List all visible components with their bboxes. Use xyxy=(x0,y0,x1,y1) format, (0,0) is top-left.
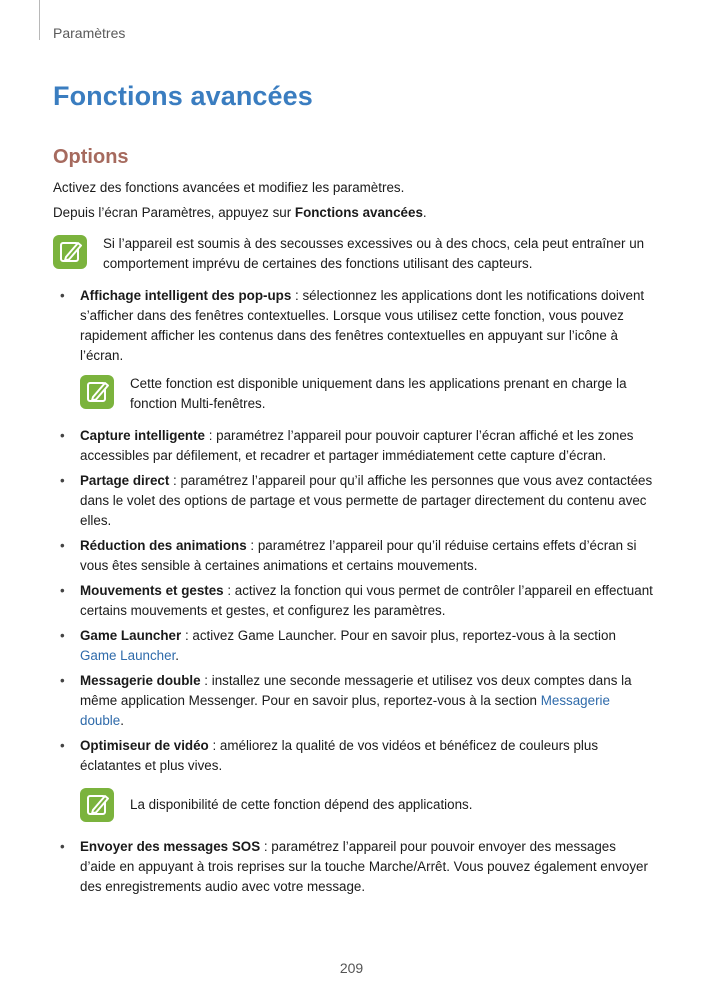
list-item-video-enhancer xyxy=(53,736,653,822)
page-title: Fonctions avancées xyxy=(53,81,313,111)
list-item-sos xyxy=(53,837,653,897)
list-item-capture xyxy=(53,426,653,466)
list-item-popups xyxy=(53,286,653,414)
note-text: La disponibilité de cette fonction dépend des applications. xyxy=(130,796,473,812)
list-item-dual-messenger xyxy=(53,671,653,731)
note-popup xyxy=(80,374,653,414)
item-term: Messagerie double xyxy=(80,673,201,688)
content-body xyxy=(53,178,653,902)
list-item-animations xyxy=(53,536,653,576)
note-shock-warning xyxy=(53,234,653,274)
item-term: Game Launcher xyxy=(80,628,182,643)
item-end: . xyxy=(175,648,180,663)
item-term: Optimiseur de vidéo xyxy=(80,738,209,753)
item-desc: : paramétrez l’appareil pour qu’il réduise certains effets d’écran si vous êtes sensible à certaines animations et certains mouvements. xyxy=(80,538,637,573)
item-desc: : paramétrez l’appareil pour qu’il affiche les personnes que vous avez contactées dans le volet des options de partage et vous permette de partager directement du contenu avec elles. xyxy=(80,473,653,528)
bullet: • xyxy=(60,473,65,488)
bullet: • xyxy=(60,538,65,553)
bullet: • xyxy=(60,428,65,443)
page-number: 209 xyxy=(339,960,364,976)
item-end: . xyxy=(120,713,124,728)
header-section-name: Paramètres xyxy=(53,25,126,41)
list-item-direct-share xyxy=(53,471,653,531)
header-divider xyxy=(39,0,40,40)
note-text: Cette fonction est disponible uniquement dans les applications prenant en charge la fonction Multi-fenêtres. xyxy=(130,376,627,411)
item-desc: : activez la fonction qui vous permet de contrôler l’appareil en effectuant certains mouvements et gestes, et configurez les paramètres. xyxy=(80,583,653,618)
note-pencil-icon xyxy=(80,788,114,822)
note-pencil-icon xyxy=(53,235,87,269)
note-pencil-icon xyxy=(80,375,114,409)
path-paragraph xyxy=(53,203,653,223)
item-term: Mouvements et gestes xyxy=(80,583,224,598)
bullet: • xyxy=(60,583,65,598)
item-term: Envoyer des messages SOS xyxy=(80,839,261,854)
game-launcher-link[interactable]: Game Launcher xyxy=(80,648,176,663)
bullet: • xyxy=(60,839,65,854)
bullet: • xyxy=(60,673,65,688)
path-prefix: Depuis l’écran Paramètres, appuyez sur xyxy=(53,205,295,220)
bullet: • xyxy=(60,288,65,303)
item-term: Affichage intelligent des pop-ups xyxy=(80,288,292,303)
path-suffix: . xyxy=(422,205,427,220)
item-term: Réduction des animations xyxy=(80,538,247,553)
bullet: • xyxy=(60,738,65,753)
section-title: Options xyxy=(53,146,129,168)
list-item-motions xyxy=(53,581,653,621)
item-desc: : paramétrez l’appareil pour pouvoir envoyer des messages d’aide en appuyant à trois reprises sur la touche Marche/Arrêt. Vous pouvez également envoyer des enregistrements audio avec votre message. xyxy=(80,839,648,894)
item-desc: : installez une seconde messagerie et utilisez vos deux comptes dans la même application Messenger. Pour en savoir plus, reportez-vous à la section xyxy=(80,673,632,708)
path-menu-item: Fonctions avancées xyxy=(294,205,423,220)
intro-paragraph: Activez des fonctions avancées et modifiez les paramètres. xyxy=(53,180,405,195)
item-term: Partage direct xyxy=(80,473,170,488)
item-desc: : paramétrez l’appareil pour pouvoir capturer l’écran affiché et les zones accessibles par défilement, et recadrer et partager immédiatement cette capture d’écran. xyxy=(80,428,634,463)
bullet: • xyxy=(60,628,65,643)
item-desc: : sélectionnez les applications dont les notifications doivent s’afficher dans des fenêtres contextuelles. Lorsque vous utilisez cette fonction, vous pouvez rapidement afficher les contenus dans des fenêtres contextuelles en appuyant sur l’icône à l’écran. xyxy=(80,288,645,363)
dual-messenger-link[interactable]: Messagerie double xyxy=(80,693,610,728)
item-term: Capture intelligente xyxy=(80,428,205,443)
item-desc: : activez Game Launcher. Pour en savoir plus, reportez-vous à la section xyxy=(181,628,616,643)
item-desc: : améliorez la qualité de vos vidéos et bénéficez de couleurs plus éclatantes et plus vives. xyxy=(80,738,599,773)
note-video xyxy=(80,787,653,822)
list-item-game-launcher xyxy=(53,626,653,666)
note-text: Si l’appareil est soumis à des secousses excessives ou à des chocs, cela peut entraîner un comportement imprévu de certaines des fonctions utilisant des capteurs. xyxy=(103,236,645,271)
options-list xyxy=(53,286,653,897)
